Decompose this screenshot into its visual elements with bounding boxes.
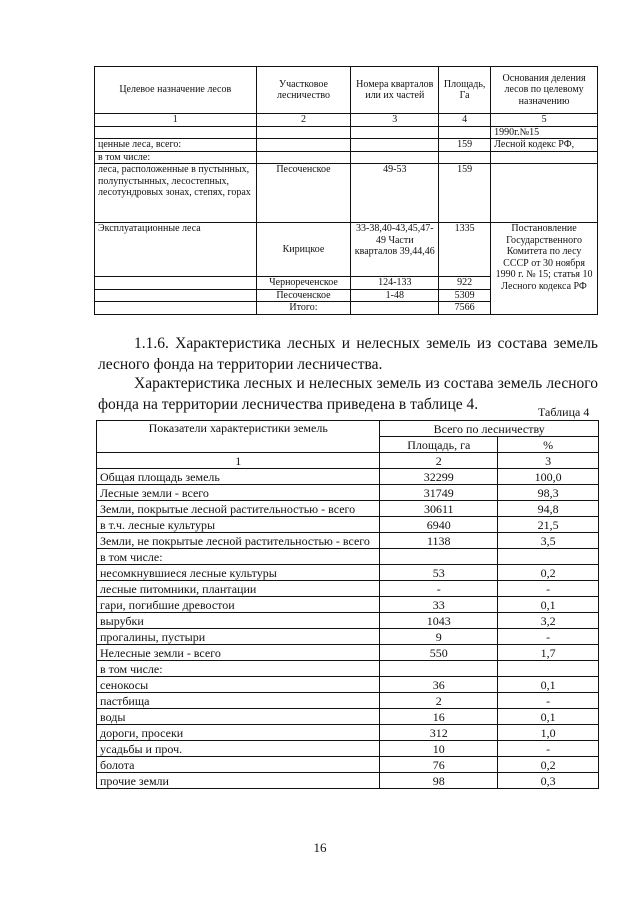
row-label: в том числе: — [97, 661, 380, 677]
percent-cell: - — [498, 693, 599, 709]
percent-cell: 3,2 — [498, 613, 599, 629]
area-cell: 9 — [380, 629, 498, 645]
header-cell: Участковое лесничество — [256, 67, 351, 114]
table-row — [97, 693, 599, 709]
row-label: Лесные земли - всего — [97, 485, 380, 501]
percent-cell: - — [498, 741, 599, 757]
col-number: 2 — [256, 114, 351, 127]
table-caption: Таблица 4 — [538, 405, 590, 419]
row-label: Земли, покрытые лесной растительностью - всего — [97, 501, 380, 517]
row-label: вырубки — [97, 613, 380, 629]
percent-cell: 0,1 — [498, 677, 599, 693]
col-number: 2 — [380, 453, 498, 469]
area-cell: 6940 — [380, 517, 498, 533]
table-row — [97, 533, 599, 549]
header-cell: % — [498, 437, 599, 453]
forestry-cell: Песоченское — [256, 289, 351, 302]
col-number: 3 — [351, 114, 439, 127]
percent-cell: - — [498, 629, 599, 645]
col-number: 1 — [95, 114, 257, 127]
forest-purpose-table — [94, 66, 598, 315]
total-label: Итого: — [256, 302, 351, 315]
row-label: леса, расположенные в пустынных, полупустынных, лесостепных, лесотундровых зонах, степях, горах — [95, 164, 257, 223]
table-row — [97, 709, 599, 725]
area-cell: 31749 — [380, 485, 498, 501]
forestry-cell: Песоченское — [256, 164, 351, 223]
row-label: Земли, не покрытые лесной растительностью - всего — [97, 533, 380, 549]
row-label: несомкнувшиеся лесные культуры — [97, 565, 380, 581]
row-label: Эксплуатационные леса — [95, 223, 257, 277]
row-label: прогалины, пустыри — [97, 629, 380, 645]
header-cell: Площадь, Га — [439, 67, 491, 114]
table-row — [95, 151, 598, 164]
area-cell: - — [380, 581, 498, 597]
area-cell: 159 — [439, 139, 491, 152]
row-label: воды — [97, 709, 380, 725]
table-row — [97, 597, 599, 613]
table-row — [95, 139, 598, 152]
page-number: 16 — [313, 840, 327, 855]
table-row — [97, 645, 599, 661]
table-header-row — [97, 421, 599, 437]
row-label: сенокосы — [97, 677, 380, 693]
percent-cell: 21,5 — [498, 517, 599, 533]
area-cell: 76 — [380, 757, 498, 773]
blocks-cell: 1-48 — [351, 289, 439, 302]
row-label: в т.ч. лесные культуры — [97, 517, 380, 533]
row-label: болота — [97, 757, 380, 773]
table-row — [97, 677, 599, 693]
area-cell: 1043 — [380, 613, 498, 629]
table-row — [97, 741, 599, 757]
table-row — [97, 549, 599, 565]
row-label: пастбища — [97, 693, 380, 709]
percent-cell: 1,7 — [498, 645, 599, 661]
area-cell: 922 — [439, 277, 491, 290]
percent-cell: 0,1 — [498, 597, 599, 613]
table-row — [97, 565, 599, 581]
percent-cell: 100,0 — [498, 469, 599, 485]
header-cell: Площадь, га — [380, 437, 498, 453]
forestry-cell: Кирицкое — [256, 223, 351, 277]
row-label: усадьбы и проч. — [97, 741, 380, 757]
column-number-row — [95, 114, 598, 127]
column-number-row — [97, 453, 599, 469]
area-cell: 98 — [380, 773, 498, 789]
row-label: в том числе: — [97, 549, 380, 565]
table-row — [97, 725, 599, 741]
land-characteristics-table — [96, 420, 599, 789]
area-cell: 36 — [380, 677, 498, 693]
table-row — [97, 629, 599, 645]
row-label: лесные питомники, плантации — [97, 581, 380, 597]
table-row — [97, 613, 599, 629]
percent-cell: 0,2 — [498, 565, 599, 581]
row-label: Общая площадь земель — [97, 469, 380, 485]
area-cell: 30611 — [380, 501, 498, 517]
table-row — [97, 517, 599, 533]
row-label: Нелесные земли - всего — [97, 645, 380, 661]
blocks-cell: 49-53 — [351, 164, 439, 223]
area-cell: 1335 — [439, 223, 491, 277]
area-cell: 312 — [380, 725, 498, 741]
col-number: 3 — [498, 453, 599, 469]
blocks-cell: 124-133 — [351, 277, 439, 290]
blocks-cell: 33-38,40-43,45,47-49 Части кварталов 39,44,46 — [351, 223, 439, 277]
table-row — [97, 501, 599, 517]
area-cell: 53 — [380, 565, 498, 581]
percent-cell: 98,3 — [498, 485, 599, 501]
table-row — [97, 485, 599, 501]
row-label: ценные леса, всего: — [95, 139, 257, 152]
percent-cell — [498, 549, 599, 565]
table-row — [97, 757, 599, 773]
header-cell: Всего по лесничеству — [380, 421, 599, 437]
area-cell: 32299 — [380, 469, 498, 485]
table-row — [97, 773, 599, 789]
area-cell — [380, 549, 498, 565]
percent-cell: 1,0 — [498, 725, 599, 741]
area-cell: 2 — [380, 693, 498, 709]
percent-cell — [498, 661, 599, 677]
basis-cell: Постановление Государственного Комитета по лесу СССР от 30 ноября 1990 г. № 15; статья 10 Лесного кодекса РФ — [491, 223, 598, 315]
percent-cell: 3,5 — [498, 533, 599, 549]
col-number: 1 — [97, 453, 380, 469]
row-label: дороги, просеки — [97, 725, 380, 741]
forestry-cell: Чернореченское — [256, 277, 351, 290]
area-cell: 16 — [380, 709, 498, 725]
percent-cell: 94,8 — [498, 501, 599, 517]
area-cell: 1138 — [380, 533, 498, 549]
section-heading-paragraph: 1.1.6. Характеристика лесных и нелесных земель из состава земель лесного фонда на территории лесничества. — [98, 335, 598, 373]
col-number: 4 — [439, 114, 491, 127]
area-cell: 159 — [439, 164, 491, 223]
table-row — [97, 581, 599, 597]
row-label: в том числе: — [95, 151, 257, 164]
percent-cell: 0,1 — [498, 709, 599, 725]
table-row — [95, 223, 598, 277]
col-number: 5 — [491, 114, 598, 127]
header-cell: Номера кварталов или их частей — [351, 67, 439, 114]
header-cell: Основания деления лесов по целевому назначению — [491, 67, 598, 114]
row-label: гари, погибшие древостои — [97, 597, 380, 613]
basis-cell: Лесной кодекс РФ, — [491, 139, 598, 152]
total-area: 7566 — [439, 302, 491, 315]
area-cell: 550 — [380, 645, 498, 661]
area-cell — [380, 661, 498, 677]
area-cell: 5309 — [439, 289, 491, 302]
basis-cell: 1990г.№15 — [491, 126, 598, 139]
percent-cell: - — [498, 581, 599, 597]
table-row — [97, 469, 599, 485]
header-cell: Целевое назначение лесов — [95, 67, 257, 114]
area-cell: 10 — [380, 741, 498, 757]
intro-paragraph: Характеристика лесных и нелесных земель из состава земель лесного фонда на территории лесничества приведена в таблице 4. — [98, 375, 598, 413]
row-label: прочие земли — [97, 773, 380, 789]
percent-cell: 0,2 — [498, 757, 599, 773]
percent-cell: 0,3 — [498, 773, 599, 789]
table-header-row — [95, 67, 598, 114]
header-cell: Показатели характеристики земель — [97, 421, 380, 453]
area-cell: 33 — [380, 597, 498, 613]
table-row — [95, 164, 598, 223]
table-row — [95, 126, 598, 139]
table-row — [97, 661, 599, 677]
